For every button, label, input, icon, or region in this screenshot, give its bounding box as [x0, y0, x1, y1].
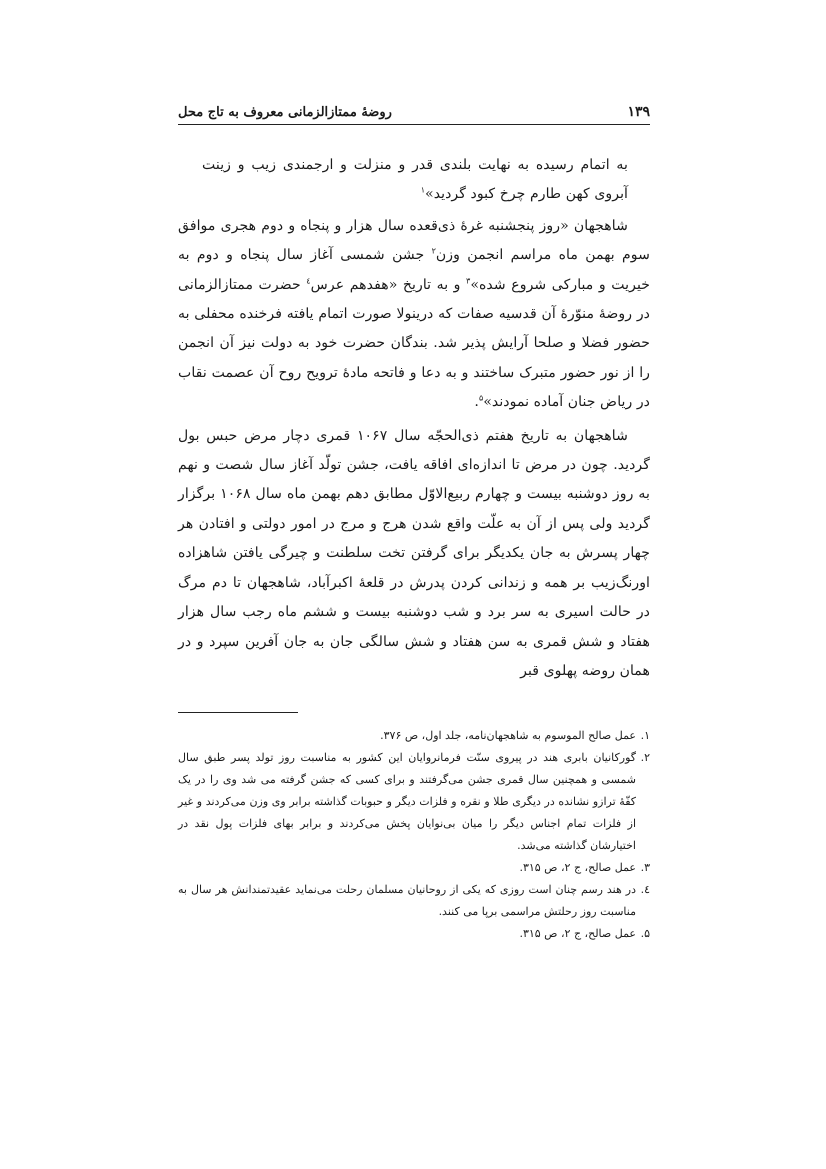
footnote-number: ۵.	[640, 927, 650, 941]
footnote-number: ۲.	[640, 751, 650, 765]
footnotes	[178, 725, 650, 945]
quote-text: به اتمام رسیده به نهایت بلندی قدر و منزلت و ارجمندی زیب و زینت آبروی کهن طارم چرخ کبود گردید»	[202, 157, 628, 203]
paragraph-1-part-a: شاهجهان «روز پنجشنبه غرهٔ ذی‌قعده سال هزار و پنجاه و دوم هجری موافق سوم بهمن ماه مراسم انجمن وزن	[178, 217, 650, 264]
paragraph-1-part-c: و به تاریخ «هفدهم عرس	[310, 276, 467, 293]
footnote-text: در هند رسم چنان است روزی که یکی از روحانیان مسلمان رحلت می‌نماید عقیدتمندانش هر سال به مناسبت روز رحلتش مراسمی برپا می کنند.	[178, 883, 636, 919]
footnote-item	[178, 725, 650, 747]
footnote-ref-5: ۵	[478, 393, 484, 403]
footnote-text: عمل صالح، ج ۲، ص ۳۱۵.	[519, 861, 636, 875]
footnote-text: عمل صالح الموسوم به شاهجهان‌نامه، جلد اول، ص ۳۷۶.	[380, 729, 636, 743]
footnote-number: ۱.	[640, 729, 650, 743]
footnote-ref-2: ۲	[431, 246, 436, 256]
paragraph-2: شاهجهان به تاریخ هفتم ذی‌الحجّه سال ۱۰۶۷ قمری دچار مرض حبس بول گردید. چون در مرض تا اندازه‌ای افاقه یافت، جشن تولّد آغاز سال شصت و نهم به روز دوشنبه بیست و چهارم ربیع‌الاوّل مطابق دهم بهمن ماه سال ۱۰۶۸ برگزار گردید ولی پس از آن به علّت واقع شدن هرج و مرج در امور دولتی و افتادن هر چهار پسرش به جان یکدیگر برای گرفتن تخت سلطنت و چیرگی یافتن شاهزاده اورنگ‌زیب بر همه و زندانی کردن پدرش در قلعهٔ اکبرآباد، شاهجهان تا دم مرگ در حالت اسیری به سر برد و شب دوشنبه بیست و ششم ماه رجب سال هزار هفتاد و شش قمری به سن هفتاد و شش سالگی جان به جان آفرین سپرد و در همان روضه پهلوی قبر	[178, 427, 650, 679]
footnote-text: گورکانیان بابری هند در پیروی سنّت فرمانروایان این کشور به مناسبت روز تولد پسر طبق سال شمسی و همچنین سال قمری جشن می‌گرفتند و برای کسی که جشن گرفته می شد وی را در یک کفّهٔ ترازو نشانده در دیگری طلا و نقره و فلزات دیگر و حبوبات گذاشته برابر وی وزن می‌کردند و غیر از فلزات تمام اجناس دیگر را میان بی‌نوایان پخش می‌کردند و برابر بهای فلزات پول نقد در اختیارشان گذاشته می‌شد.	[178, 751, 636, 853]
running-title: روضهٔ ممتازالزمانی معروف به تاج محل	[178, 105, 392, 120]
footnote-item	[178, 857, 650, 879]
quote-block	[202, 151, 628, 210]
paragraph-1-part-d: حضرت ممتازالزمانی در روضهٔ منوّرهٔ آن قدسیه صفات که درینولا صورت اتمام یافته فرخنده محفلی به حضور فضلا و صلحا آرایش پذیر شد. بندگان حضرت خود به دولت نیز آن انجمن را از نور حضور متبرک ساختند و به دعا و فاتحه مادهٔ ترویح روح آن عصمت نقاب در ریاض جنان آماده نمودند»	[178, 276, 650, 411]
footnote-number: ٤.	[640, 883, 650, 897]
page-number: ۱۳۹	[627, 104, 650, 120]
footnote-number: ۳.	[640, 861, 650, 875]
footnote-item	[178, 923, 650, 945]
footnote-text: عمل صالح، ج ۲، ص ۳۱۵.	[519, 927, 636, 941]
main-text	[178, 151, 650, 686]
footnote-item	[178, 879, 650, 923]
paragraph-1: شاهجهان «روز پنجشنبه غرهٔ ذی‌قعده سال هزار و پنجاه و دوم هجری موافق سوم بهمن ماه مراسم انجمن وزن$^۲$ جشن شمسی آغاز سال پنجاه و دوم به خیریت و مبارکی شروع شده»$^۳$ و به تاریخ «هفدهم عرس$^٤$ حضرت ممتازالزمانی در روضهٔ منوّرهٔ آن قدسیه صفات که درینولا صورت اتمام یافته فرخنده محفلی به حضور فضلا و صلحا آرایش پذیر شد. بندگان حضرت خود به دولت نیز آن انجمن را از نور حضور متبرک ساختند و به دعا و فاتحه مادهٔ ترویح روح آن عصمت نقاب در ریاض جنان آماده نمودند»$^۵$.	[178, 217, 651, 411]
running-header	[178, 96, 650, 125]
footnote-separator	[178, 712, 298, 713]
footnote-ref-1: ۱	[420, 185, 426, 195]
book-page	[178, 96, 650, 945]
paragraph-1-part-b: جشن شمسی آغاز سال پنجاه و دوم به خیریت و مبارکی شروع شده»	[178, 247, 651, 293]
footnote-ref-4: ٤	[306, 275, 311, 285]
footnote-item	[178, 747, 650, 857]
footnote-ref-3: ۳	[466, 275, 471, 285]
